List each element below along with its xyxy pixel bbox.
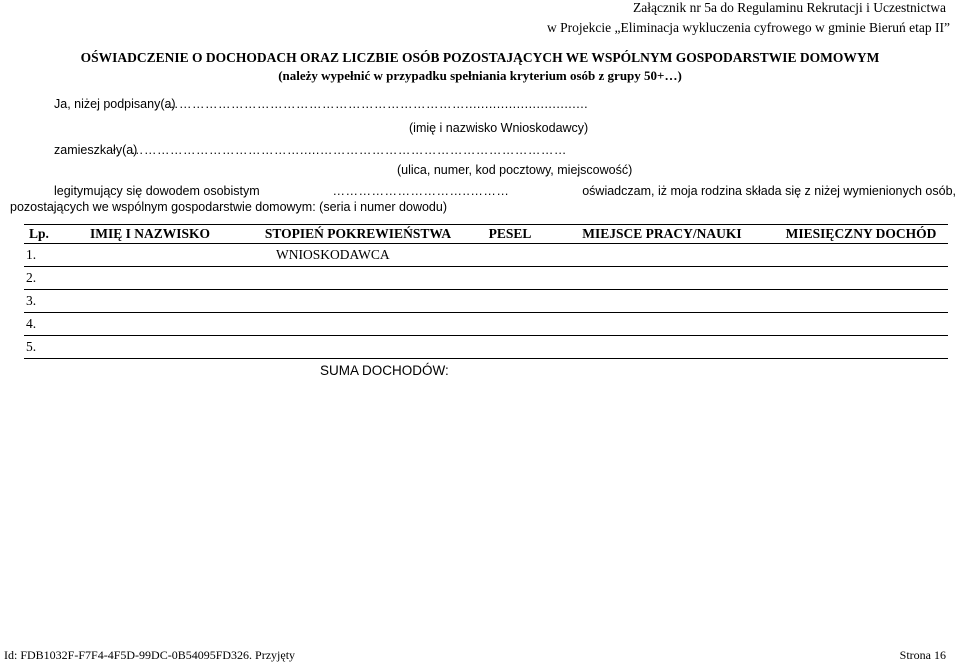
table-header-row bbox=[24, 225, 948, 244]
document-title: OŚWIADCZENIE O DOCHODACH ORAZ LICZBIE OSÓB POZOSTAJĄCYCH WE WSPÓLNYM GOSPODARSTWIE DOMOWYM bbox=[80, 50, 880, 65]
declarant-hint: (imię i nazwisko Wnioskodawcy) bbox=[409, 121, 589, 135]
workplace-cell[interactable] bbox=[550, 313, 774, 336]
sum-row bbox=[24, 359, 948, 382]
col-header-lp: Lp. bbox=[24, 225, 54, 244]
workplace-cell[interactable] bbox=[550, 267, 774, 290]
table-row bbox=[24, 290, 948, 313]
sum-value-cell[interactable] bbox=[774, 359, 948, 382]
project-header: w Projekcie „Eliminacja wykluczenia cyfrowego w gminie Bieruń etap II” bbox=[547, 20, 950, 35]
page-number: Strona 16 bbox=[899, 648, 946, 662]
table-row bbox=[24, 336, 948, 359]
relation-cell[interactable] bbox=[246, 336, 470, 359]
document-subtitle: (należy wypełnić w przypadku spełniania kryterium osób z grupy 50+…) bbox=[278, 68, 682, 83]
residence-hint: (ulica, numer, kod pocztowy, miejscowość) bbox=[397, 163, 633, 177]
col-header-income: MIESIĘCZNY DOCHÓD bbox=[774, 225, 948, 244]
name-cell[interactable] bbox=[54, 267, 246, 290]
row-number: 1. bbox=[24, 244, 54, 267]
identity-label: legitymujący się dowodem osobistym bbox=[54, 184, 260, 198]
household-table bbox=[24, 224, 948, 381]
sum-label: SUMA DOCHODÓW: bbox=[320, 362, 449, 378]
col-header-name: IMIĘ I NAZWISKO bbox=[54, 225, 246, 244]
income-cell[interactable] bbox=[774, 267, 948, 290]
identity-dots[interactable]: …………………………..……… bbox=[332, 184, 510, 198]
relation-cell[interactable] bbox=[246, 313, 470, 336]
row-number: 5. bbox=[24, 336, 54, 359]
declarant-dots[interactable]: ……………………………………………………………............................... bbox=[166, 97, 589, 111]
residence-dots[interactable]: ………………………………….....………………………………………………… bbox=[131, 143, 567, 157]
table-row bbox=[24, 267, 948, 290]
document-id: Id: FDB1032F-F7F4-4F5D-99DC-0B54095FD326. Przyjęty bbox=[4, 648, 296, 662]
pesel-cell[interactable] bbox=[470, 336, 550, 359]
annex-header: Załącznik nr 5a do Regulaminu Rekrutacji i Uczestnictwa bbox=[632, 0, 946, 15]
pesel-cell[interactable] bbox=[470, 313, 550, 336]
relation-cell[interactable]: WNIOSKODAWCA bbox=[246, 244, 470, 267]
relation-cell[interactable] bbox=[246, 290, 470, 313]
income-cell[interactable] bbox=[774, 290, 948, 313]
name-cell[interactable] bbox=[54, 244, 246, 267]
pesel-cell[interactable] bbox=[470, 290, 550, 313]
col-header-pesel: PESEL bbox=[470, 225, 550, 244]
identity-line2: pozostających we wspólnym gospodarstwie domowym: (seria i numer dowodu) bbox=[10, 200, 447, 214]
income-cell[interactable] bbox=[774, 313, 948, 336]
row-number: 4. bbox=[24, 313, 54, 336]
income-cell[interactable] bbox=[774, 336, 948, 359]
table-row bbox=[24, 313, 948, 336]
workplace-cell[interactable] bbox=[550, 290, 774, 313]
declarant-label: Ja, niżej podpisany(a) bbox=[54, 97, 176, 111]
workplace-cell[interactable] bbox=[550, 336, 774, 359]
table-row bbox=[24, 244, 948, 267]
name-cell[interactable] bbox=[54, 313, 246, 336]
col-header-workplace: MIEJSCE PRACY/NAUKI bbox=[550, 225, 774, 244]
pesel-cell[interactable] bbox=[470, 244, 550, 267]
relation-cell[interactable] bbox=[246, 267, 470, 290]
name-cell[interactable] bbox=[54, 290, 246, 313]
pesel-cell[interactable] bbox=[470, 267, 550, 290]
workplace-cell[interactable] bbox=[550, 244, 774, 267]
income-cell[interactable] bbox=[774, 244, 948, 267]
col-header-relation: STOPIEŃ POKREWIEŃSTWA bbox=[246, 225, 470, 244]
row-number: 3. bbox=[24, 290, 54, 313]
residence-label: zamieszkały(a) bbox=[54, 143, 138, 157]
row-number: 2. bbox=[24, 267, 54, 290]
identity-statement: oświadczam, iż moja rodzina składa się z niżej wymienionych osób, bbox=[582, 184, 956, 198]
name-cell[interactable] bbox=[54, 336, 246, 359]
identity-line bbox=[54, 184, 956, 198]
